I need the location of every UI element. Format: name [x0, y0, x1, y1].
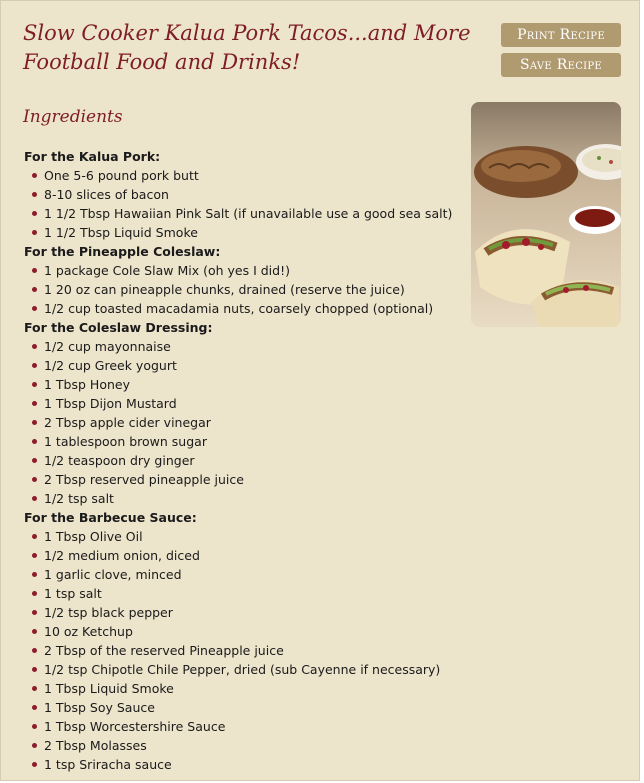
- section-barbecue-sauce: [24, 508, 464, 774]
- ingredient-item: 1 Tbsp Worcestershire Sauce: [24, 717, 464, 736]
- ingredient-list: [24, 527, 464, 774]
- ingredient-list: [24, 261, 464, 318]
- section-title: For the Barbecue Sauce:: [24, 510, 197, 525]
- ingredients-heading: Ingredients: [23, 107, 123, 127]
- ingredient-list: [24, 166, 464, 242]
- ingredient-item: 2 Tbsp apple cider vinegar: [24, 413, 464, 432]
- ingredient-item: 10 oz Ketchup: [24, 622, 464, 641]
- ingredient-list: [24, 337, 464, 508]
- section-coleslaw-dressing: [24, 318, 464, 508]
- section-title: For the Kalua Pork:: [24, 149, 161, 164]
- ingredient-item: 2 Tbsp of the reserved Pineapple juice: [24, 641, 464, 660]
- ingredient-item: 8-10 slices of bacon: [24, 185, 464, 204]
- ingredient-item: 1 tsp salt: [24, 584, 464, 603]
- ingredient-item: 2 Tbsp reserved pineapple juice: [24, 470, 464, 489]
- section-pineapple-coleslaw: [24, 242, 464, 318]
- ingredient-item: 1 tablespoon brown sugar: [24, 432, 464, 451]
- ingredient-item: 1 Tbsp Olive Oil: [24, 527, 464, 546]
- ingredient-item: 2 Tbsp Molasses: [24, 736, 464, 755]
- ingredient-item: 1 1/2 Tbsp Liquid Smoke: [24, 223, 464, 242]
- save-recipe-button[interactable]: Save Recipe: [501, 53, 621, 77]
- ingredient-item: 1/2 tsp black pepper: [24, 603, 464, 622]
- ingredient-item: 1 Tbsp Liquid Smoke: [24, 679, 464, 698]
- ingredient-item: 1 1/2 Tbsp Hawaiian Pink Salt (if unavailable use a good sea salt): [24, 204, 464, 223]
- ingredient-item: 1 garlic clove, minced: [24, 565, 464, 584]
- ingredient-item: 1 package Cole Slaw Mix (oh yes I did!): [24, 261, 464, 280]
- ingredient-sections: [24, 147, 464, 774]
- ingredient-item: 1/2 teaspoon dry ginger: [24, 451, 464, 470]
- ingredient-item: 1/2 cup mayonnaise: [24, 337, 464, 356]
- ingredient-item: 1 tsp Sriracha sauce: [24, 755, 464, 774]
- ingredient-item: 1/2 tsp salt: [24, 489, 464, 508]
- recipe-title: Slow Cooker Kalua Pork Tacos...and More Football Food and Drinks!: [23, 21, 471, 74]
- ingredient-item: 1/2 cup Greek yogurt: [24, 356, 464, 375]
- ingredient-item: 1 Tbsp Dijon Mustard: [24, 394, 464, 413]
- section-kalua-pork: [24, 147, 464, 242]
- ingredient-item: 1/2 tsp Chipotle Chile Pepper, dried (sub Cayenne if necessary): [24, 660, 464, 679]
- ingredient-item: 1 Tbsp Honey: [24, 375, 464, 394]
- ingredient-item: 1/2 medium onion, diced: [24, 546, 464, 565]
- tacos-photo-image: [471, 102, 621, 327]
- print-recipe-button[interactable]: Print Recipe: [501, 23, 621, 47]
- ingredient-item: 1/2 cup toasted macadamia nuts, coarsely chopped (optional): [24, 299, 464, 318]
- section-title: For the Pineapple Coleslaw:: [24, 244, 221, 259]
- section-title: For the Coleslaw Dressing:: [24, 320, 213, 335]
- ingredient-item: 1 Tbsp Soy Sauce: [24, 698, 464, 717]
- recipe-photo: [471, 102, 621, 327]
- ingredient-item: 1 20 oz can pineapple chunks, drained (reserve the juice): [24, 280, 464, 299]
- ingredient-item: One 5-6 pound pork butt: [24, 166, 464, 185]
